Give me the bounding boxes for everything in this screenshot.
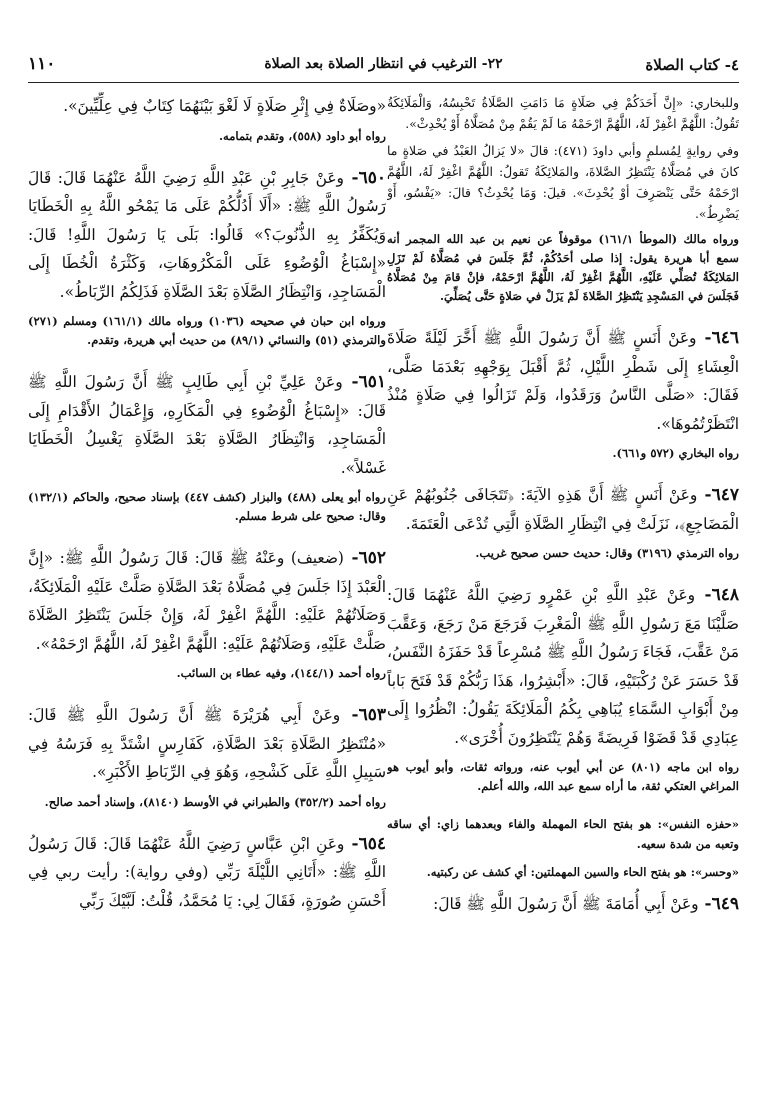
right-column [387, 92, 739, 1059]
section-title: ٢٢- الترغيب في انتظار الصلاة بعد الصلاة [264, 56, 503, 72]
source-reference: رواه أبو يعلى (٤٨٨) والبزار (كشف ٤٤٧) بإسناد صحيح، والحاكم (١٣٢/١) وقال: صحيح على شرط مسلم. [28, 490, 386, 523]
hadith-text: وعَنْ أَنَسٍ ﷺ أَنَّ رَسُولَ اللَّهِ ﷺ أَخَّرَ لَيْلَةً صَلَاةَ الْعِشَاءِ إِلَى شَطْرِ اللَّيْلِ، ثُمَّ أَقْبَلَ بِوَجْهِهِ بَعْدَمَا صَلَّى، فَقَالَ: «صَلَّى النَّاسُ وَرَقَدُوا، وَلَمْ تَزَالُوا فِي صَلَاةٍ مُنْذُ انْتَظَرْتُمُوهَا». [387, 329, 739, 433]
hadith-text: وعَنْ أَنَسٍ ﷺ أَنَّ هَذِهِ الآيَةَ: ﴿تَتَجَافَى جُنُوبُهُمْ عَنِ الْمَضَاجِعِ﴾، نَزَلَتْ فِي انْتِظَارِ الصَّلَاةِ الَّتِي تُدْعَى الْعَتَمَةَ. [387, 486, 739, 533]
source-reference: رواه أحمد (١٤٤/١)، وفيه عطاء بن السائب. [176, 666, 386, 680]
hadith-number: ٦٤٦- [696, 328, 739, 348]
hadith-text: «وصَلَاةٌ فِي إِثْرِ صَلَاةٍ لَا لَغْوَ بَيْنَهُمَا كِتَابٌ فِي عِلِّيِّينَ». [63, 97, 386, 115]
hadith-number: ٦٤٨- [695, 585, 739, 605]
source-reference: ورواه مالك (الموطأ ١٦١/١) موقوفاً عن نعيم بن عبد الله المجمر أنه سمع أبا هريرة يقول: إذا صلى أحَدُكُمْ، ثُمَّ جَلَسَ في مُصَلَّاهُ لَمْ تَزَلِ المَلائِكَةُ تُصَلِّي عَلَيْهِ، اللَّهُمَّ اغْفِرْ لَهُ، اللَّهُمَّ ارْحَمْهُ، فإنْ قامَ مِنْ مُصَلَّاهُ فَجَلَسَ في المَسْجِدِ يَنْتَظِرُ الصَّلاةَ لَمْ يَزَلْ في صَلاةٍ حَتَّى يُصَلِّيَ. [387, 232, 739, 303]
hadith-text: وفي روايةٍ لِمُسلمٍ وأبي داودَ (٤٧١): قالَ «لا يَزالُ العَبْدُ في صَلاةٍ ما كانَ في مُصَلَّاهُ يَنْتَظِرُ الصَّلاةَ، والمَلائِكَةُ تَقولُ: اللَّهُمَّ اغْفِرْ لَهُ، اللَّهُمَّ ارْحَمْهُ حَتَّى يَنْصَرِفَ أوْ يُحْدِثَ». قيلَ: وَمَا يُحْدِثُ؟ قالَ: «يَفْسُو، أَوْ يَضْرِطُ». [387, 143, 739, 221]
hadith-number: ٦٤٧- [697, 485, 739, 505]
source-reference: رواه ابن ماجه (٨٠١) عن أبي أيوب عنه، ورواته ثقات، وأبو أيوب هو المراغي العتكي ثقة، ما أراه سمع عبد الله، والله أعلم. [387, 760, 739, 793]
source-reference: ورواه ابن حبان في صحيحه (١٠٣٦) ورواه مالك (١٦١/١) ومسلم (٢٧١) والترمذي (٥١) والنسائي (٨٩/١) من حديث أبي هريرة، وتقدم. [28, 314, 386, 347]
hadith-entry [28, 544, 386, 658]
word-gloss [387, 862, 739, 882]
gloss-text: هو بفتح الحاء المهملة والفاء وبعدهما زاي: أي ساقه وتعبه من شدة سعيه. [387, 817, 739, 851]
hadith-entry [387, 481, 739, 538]
hadith-number: ٦٥٠- [343, 167, 386, 188]
hadith-entry [387, 890, 739, 919]
hadith-number: ٦٤٩- [698, 894, 739, 914]
hadith-entry [28, 368, 386, 482]
hadith-text: وعَنْ أَبِي أُمَامَةَ ﷺ أَنَّ رَسُولَ اللَّهِ ﷺ قَالَ: [433, 895, 699, 913]
hadith-text: وعَنْ جَابِرِ بْنِ عَبْدِ اللَّهِ رَضِيَ اللَّهُ عَنْهُمَا قَالَ: قَالَ رَسُولُ اللَّهِ ﷺ: «أَلَا أَدُلُّكُمْ عَلَى مَا يَمْحُو اللَّهُ بِهِ الْخَطَايَا وَيُكَفِّرُ بِهِ الذُّنُوبَ؟» قَالُوا: بَلَى يَا رَسُولَ اللَّهِ! قَالَ: «إِسْبَاغُ الْوُضُوءِ عَلَى الْمَكْرُوهَاتِ، وَكَثْرَةُ الْخُطَا إِلَى الْمَسَاجِدِ، وَانْتِظَارُ الصَّلَاةِ بَعْدَ الصَّلَاةِ فَذَلِكُمُ الرِّبَاطُ». [28, 168, 386, 301]
hadith-text: وللبخاري: «إِنَّ أَحَدَكُمْ فِي صَلَاةٍ مَا دَامَتِ الصَّلَاةُ تَحْبِسُهُ، وَالْمَلَائِكَةُ تَقُولُ: اللَّهُمَّ اغْفِرْ لَهُ، اللَّهُمَّ ارْحَمْهُ مَا لَمْ يَقُمْ مِنْ مُصَلَّاهُ أَوْ يُحْدِثْ». [387, 95, 739, 131]
hadith-entry [387, 324, 739, 438]
hadith-entry [387, 581, 739, 752]
source-reference: رواه أبو داود (٥٥٨)، وتقدم بتمامه. [218, 128, 386, 143]
hadith-narration [387, 140, 739, 224]
gloss-text: هو بفتح الحاء والسين المهملتين: أي كشف عن ركبتيه. [426, 865, 687, 879]
hadith-number: ٦٥١- [342, 372, 386, 392]
hadith-text: وعَنْ عَلِيِّ بْنِ أَبِي طَالِبٍ ﷺ أَنَّ رَسُولَ اللَّهِ ﷺ قَالَ: «إِسْبَاغُ الْوُضُوءِ فِي الْمَكَارِهِ، وَإِعْمَالُ الأَقْدَامِ إِلَى الْمَسَاجِدِ، وَانْتِظَارُ الصَّلَاةِ بَعْدَ الصَّلَاةِ يَغْسِلُ الْخَطَايَا غَسْلاً». [28, 373, 386, 477]
hadith-number: ٦٥٣- [340, 705, 386, 725]
left-column [28, 92, 386, 1059]
hadith-number: ٦٥٢- [343, 548, 386, 568]
hadith-entry [28, 92, 386, 121]
hadith-text: وعَنِ ابْنِ عَبَّاسٍ رَضِيَ اللَّهُ عَنْهُمَا قَالَ: قَالَ رَسُولُ اللَّهِ ﷺ: «أَتَانِي اللَّيْلَةَ رَبِّي (وفي رواية): رأيت ربي فِي أَحْسَنِ صُورَةٍ، فَقَالَ لِي: يَا مُحَمَّدُ، قُلْتُ: لَبَّيْكَ رَبِّي [28, 834, 386, 910]
hadith-number: ٦٥٤- [344, 833, 386, 854]
hadith-text: وعَنْ أَبِي هُرَيْرَةَ ﷺ أَنَّ رَسُولَ اللَّهِ ﷺ قَالَ: «مُنْتَظِرُ الصَّلَاةِ بَعْدَ الصَّلَاةِ، كَفَارِسٍ اشْتَدَّ بِهِ فَرَسُهُ فِي سَبِيلِ اللَّهِ عَلَى كَشْحِهِ، وَهُوَ فِي الرِّبَاطِ الأَكْبَرِ». [28, 706, 386, 781]
hadith-narration [387, 92, 739, 134]
hadith-entry [28, 701, 386, 787]
source-reference: رواه الترمذي (٣١٩٦) وقال: حديث حسن صحيح غريب. [475, 546, 739, 560]
hadith-text: (ضعيف) وعَنْهُ ﷺ قَالَ: قَالَ رَسُولُ اللَّهِ ﷺ: «إِنَّ الْعَبْدَ إِذَا جَلَسَ فِي مُصَلَّاهُ بَعْدَ الصَّلَاةِ صَلَّتْ عَلَيْهِ الْمَلَائِكَةُ، وَصَلَاتُهُمْ عَلَيْهِ: اللَّهُمَّ اغْفِرْ لَهُ، وَإِنْ جَلَسَ يَنْتَظِرُ الصَّلَاةَ صَلَّتْ عَلَيْهِ، وَصَلَاتُهُمْ عَلَيْهِ: اللَّهُمَّ اغْفِرْ لَهُ، اللَّهُمَّ ارْحَمْهُ». [28, 549, 386, 653]
page-number: ١١٠ [28, 54, 56, 74]
hadith-entry [28, 830, 386, 916]
gloss-term: «وحسر»: [686, 865, 739, 879]
source-reference: رواه البخاري (٥٧٢ و٦٦١). [612, 446, 739, 460]
hadith-text: وعَنْ عَبْدِ اللَّهِ بْنِ عَمْرٍو رَضِيَ اللَّهُ عَنْهُمَا قَالَ: صَلَّيْنَا مَعَ رَسُولِ اللَّهِ ﷺ الْمَغْرِبَ فَرَجَعَ مَنْ رَجَعَ، وَعَقَّبَ مَنْ عَقَّبَ، فَجَاءَ رَسُولُ اللَّهِ ﷺ مُسْرِعاً قَدْ حَفَزَهُ النَّفَسُ، قَدْ حَسَرَ عَنْ رُكْبَتَيْهِ، قَالَ: «أَبْشِرُوا، هَذَا رَبُّكُمْ قَدْ فَتَحَ بَاباً مِنْ أَبْوَابِ السَّمَاءِ يُبَاهِي بِكُمُ الْمَلَائِكَةَ يَقُولُ: انْظُرُوا إِلَى عِبَادِي قَدْ قَضَوْا فَرِيضَةً وَهُمْ يَنْتَظِرُونَ أُخْرَى». [387, 586, 739, 747]
source-reference: رواه أحمد (٣٥٢/٢) والطبراني في الأوسط (٨١٤٠)، وإسناد أحمد صالح. [44, 794, 386, 809]
hadith-entry [28, 164, 386, 307]
chapter-title: ٤- كتاب الصلاة [645, 56, 739, 74]
word-gloss [387, 814, 739, 854]
page-header [28, 52, 739, 83]
gloss-term: «حفزه النفس»: [651, 817, 739, 831]
